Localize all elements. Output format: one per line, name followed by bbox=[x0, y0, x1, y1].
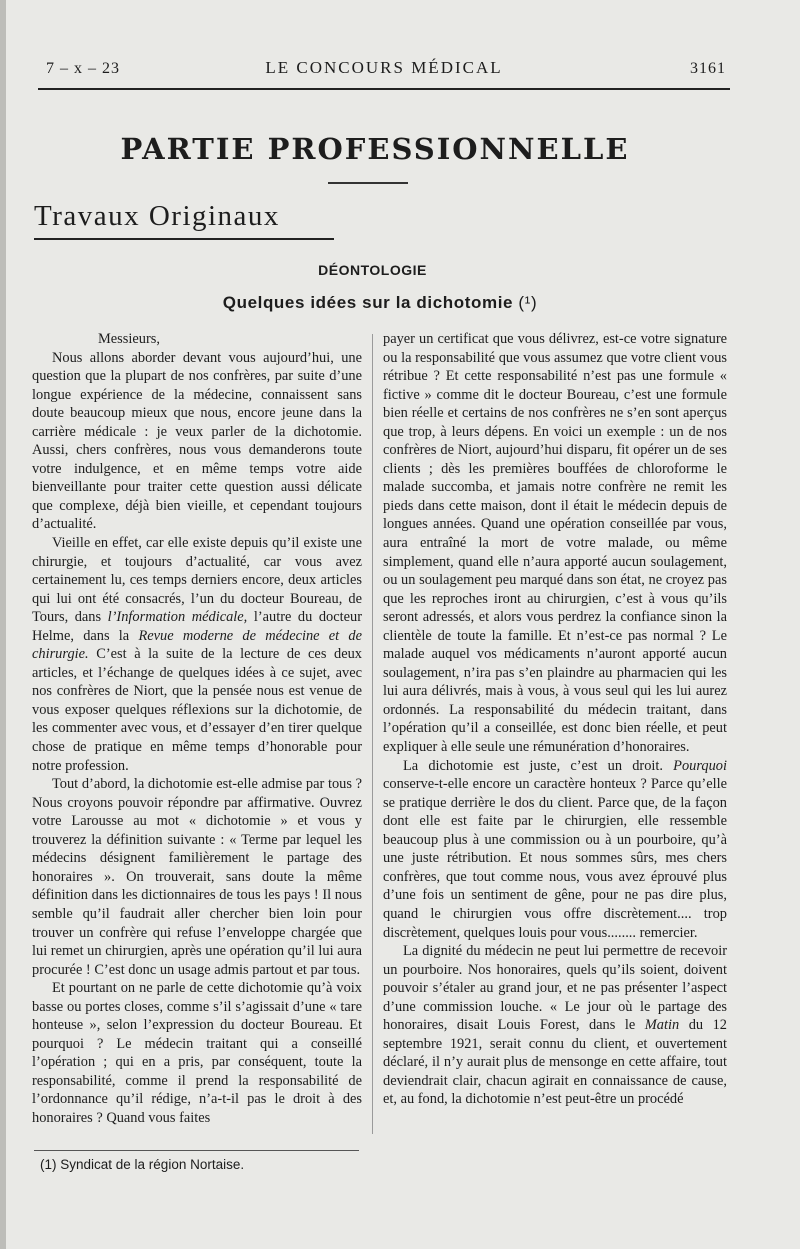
salutation: Messieurs, bbox=[98, 331, 160, 347]
paragraph: Tout d’abord, la dichotomie est-elle admise par tous ? Nous croyons pouvoir répondre par affirmative. Ouvrez votre Larousse au mot « dichotomie » et vous y trouverez la définition suivante : « Terme par lequel les médecins désignent familièrement le partage des honoraires ». On trouverait, sans doute la même définition dans les dictionnaires de tous les pays ! Il nous semble qu’il faudrait aller chercher bien loin pour trouver un confrère qui refuse l’enveloppe chargée que lui remet un chirurgien, après une opération qu’il lui aura procurée ! C’est donc un usage admis partout et par tous. bbox=[32, 776, 362, 978]
issue-date: 7 – x – 23 bbox=[46, 60, 120, 77]
rubric-rule bbox=[34, 238, 334, 240]
footnote-ref: (¹) bbox=[518, 293, 538, 312]
footnote: (1) Syndicat de la région Nortaise. bbox=[40, 1157, 245, 1172]
footnote-rule bbox=[34, 1150, 359, 1151]
rubric-heading: Travaux Originaux bbox=[34, 200, 280, 232]
paragraph: payer un certificat que vous délivrez, est-ce votre signature ou la responsabilité que vous assumez que votre client vous rétribue ? Et cette responsabilité n’est pas une formule « fictive » comme dit le docteur Boureau, c’est une formule bien réelle et certains de nos confrères ne s’en sont aperçus que trop, à leurs dépens. En voici un exemple : un de nos confrères de Niort, aujourd’hui disparu, fit opérer un de ses clients ; dès les premières bouffées de chloroforme le malade succomba, et jamais notre confrère ne remit les pieds dans cette maison, dont il était le médecin depuis de longues années. Quand une opération conseillée par vous, aura entraîné la mort de votre malade, ou même simplement, quand elle n’aura apporté aucun soulagement, ou un soulagement peu marqué dans son état, ne croyez pas que les reproches iront au chirurgien, c’est à vous qu’ils seront adressés, et alors vous perdrez la confiance sinon la clientèle de toute la famille. Et n’est-ce pas normal ? Le malade auquel vos médicaments n’auront apporté aucun soulagement, n’ira pas s’en plaindre au pharmacien qui les lui aura délivrés, mais à vous, à vous seul qui les lui aurez ordonnés. La responsabilité du médecin traitant, dans l’opération qu’il a conseillée, est donc bien réelle, et peut expliquer à elle seule une rémunération d’honoraires. bbox=[383, 331, 727, 756]
column-divider bbox=[372, 334, 373, 1134]
binding-edge bbox=[0, 0, 6, 1249]
paragraph: La dignité du médecin ne peut lui permettre de recevoir un pourboire. Nos honoraires, quels qu’ils soient, doivent pouvoir s’étaler au grand jour, et ne pas présenter l’aspect d’une commission louche. « Le jour où le partage des honoraires, disait Louis Forest, dans le Matin du 12 septembre 1921, serait connu du client, et ouvertement déclaré, il n’y aurait plus de mensonge en cette affaire, tout deviendrait clair, chacun agirait en connaissance de cause, et, au fond, la dichotomie n’est peut-être un procédé bbox=[383, 943, 728, 1108]
header-rule bbox=[38, 88, 730, 90]
journal-reference: Revue moderne de médecine et de chirurgie. bbox=[32, 627, 363, 663]
paragraph: Et pourtant on ne parle de cette dichotomie qu’à voix basse ou portes closes, comme s’il s’agissait d’une « tare honteuse », selon l’expression du docteur Boureau. Et pourquoi ? Le médecin traitant qui a conseillé l’opération ; qui en a pris, par conséquent, toute la responsabilité, comme il prend la responsabilité de l’ordonnance qu’il rédige, n’a-t-il pas le droit à des honoraires ? Quand vous faites bbox=[32, 980, 362, 1126]
newspaper-name: Matin bbox=[644, 1017, 680, 1034]
paragraph: La dichotomie est juste, c’est un droit. Pourquoi conserve-t-elle encore un caractère honteux ? Parce qu’elle se pratique derrière le dos du client. Parce que, de la façon dont elle est faite par le chirurgien, elle ressemble beaucoup plus à une commission ou à un pourboire, qu’à une juste rétribution. Et nous sommes sûrs, mes chers confrères, que tout comme nous, vous avez éprouvé plus d’une fois un sentiment de gêne, pour ne pas dire plus, quand le chirurgien vous offre discrètement.... trop discrètement, quelques louis pour vous........ remercier. bbox=[383, 757, 727, 941]
section-title: PARTIE PROFESSIONNELLE bbox=[120, 132, 630, 166]
column-right bbox=[383, 330, 727, 1109]
section-rule bbox=[328, 182, 408, 184]
paragraph: Vieille en effet, car elle existe depuis qu’il existe une chirurgie, et toujours d’actualité, car vous avez certainement lu, ces temps derniers encore, deux articles qui lui ont été consacrés, l’un du docteur Boureau, de Tours, dans l’Information médicale, l’autre du docteur Helme, dans la Revue moderne de médecine et de chirurgie. C’est à la suite de la lecture de ces deux articles, et l’échange de quelques idées à ce sujet, avec nos confrères de Niort, que la pensée nous est venue de vous exposer quelques réflexions sur la dichotomie, de les commenter avec vous, et d’essayer d’en tirer quelque chose de pratique en même temps d’honorable pour notre profession. bbox=[32, 535, 363, 774]
article-title bbox=[0, 293, 760, 313]
article-title-text: Quelques idées sur la dichotomie bbox=[222, 293, 514, 312]
kicker: DÉONTOLOGIE bbox=[318, 262, 427, 278]
running-head bbox=[38, 58, 730, 88]
paragraph: Nous allons aborder devant vous aujourd’hui, une question que la plupart de nos confrères, par suite d’une longue expérience de la médecine, connaissent sans doute beaucoup mieux que nous, encore jeune dans la carrière médicale : je veux parler de la dichotomie. Aussi, chers confrères, nous vous demanderons toute votre indulgence, et en même temps votre aide bienveillante pour traiter cette question aussi délicate que complexe, déjà bien vieille, et cependant toujours d’actualité. bbox=[32, 349, 362, 533]
journal-reference: l’Information médicale, bbox=[107, 609, 248, 626]
emphasis: Pourquoi bbox=[673, 757, 727, 774]
journal-title: LE CONCOURS MÉDICAL bbox=[265, 58, 503, 77]
column-left bbox=[32, 330, 362, 1128]
page-number: 3161 bbox=[690, 60, 726, 77]
